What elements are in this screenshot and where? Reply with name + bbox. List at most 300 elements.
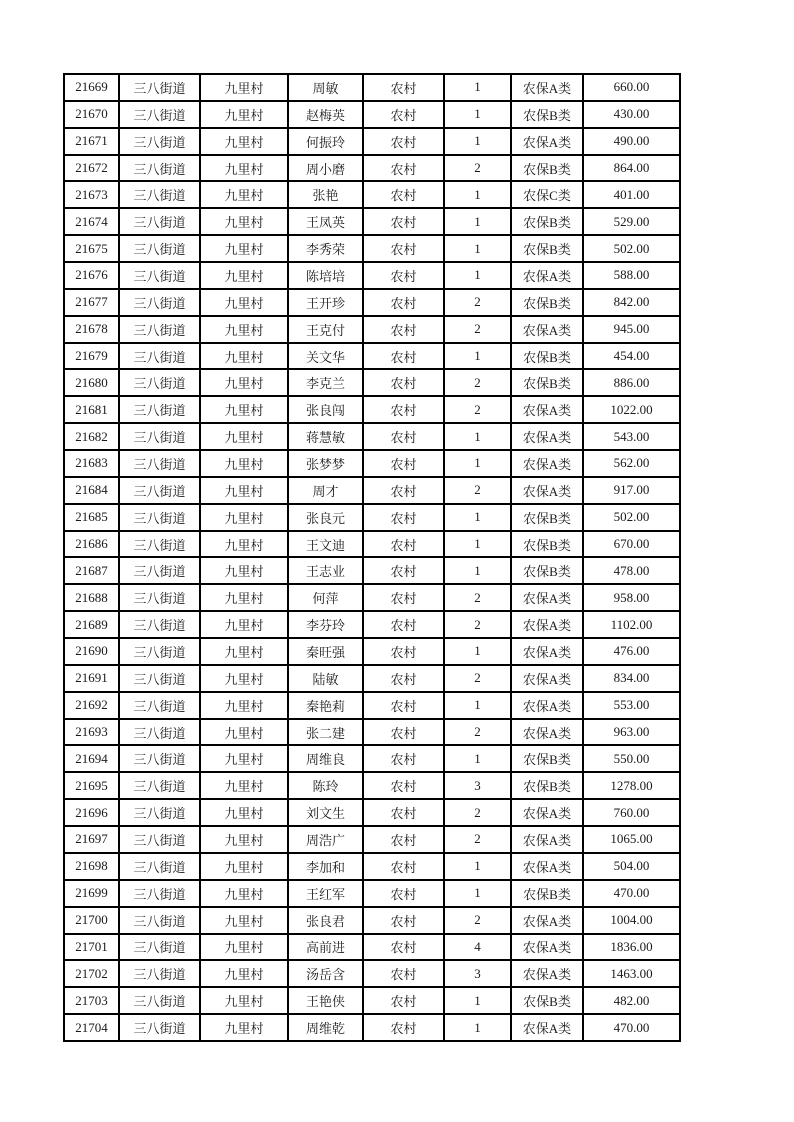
cell-id: 21687 bbox=[64, 557, 119, 584]
cell-street: 三八街道 bbox=[119, 289, 200, 316]
table-row bbox=[64, 719, 680, 746]
cell-street: 三八街道 bbox=[119, 799, 200, 826]
cell-headcount: 4 bbox=[444, 934, 511, 961]
cell-residence: 农村 bbox=[363, 235, 444, 262]
cell-amount: 470.00 bbox=[583, 1014, 680, 1041]
cell-id: 21684 bbox=[64, 477, 119, 504]
cell-residence: 农村 bbox=[363, 692, 444, 719]
cell-residence: 农村 bbox=[363, 799, 444, 826]
cell-street: 三八街道 bbox=[119, 665, 200, 692]
cell-id: 21701 bbox=[64, 934, 119, 961]
cell-headcount: 1 bbox=[444, 692, 511, 719]
cell-village: 九里村 bbox=[200, 128, 288, 155]
table-row bbox=[64, 531, 680, 558]
cell-amount: 1004.00 bbox=[583, 907, 680, 934]
table-row bbox=[64, 611, 680, 638]
cell-amount: 504.00 bbox=[583, 853, 680, 880]
cell-category: 农保A类 bbox=[511, 450, 583, 477]
table-row bbox=[64, 880, 680, 907]
cell-id: 21678 bbox=[64, 316, 119, 343]
table-row bbox=[64, 235, 680, 262]
cell-amount: 562.00 bbox=[583, 450, 680, 477]
cell-village: 九里村 bbox=[200, 557, 288, 584]
cell-category: 农保A类 bbox=[511, 853, 583, 880]
cell-name: 蒋慧敏 bbox=[288, 423, 363, 450]
cell-headcount: 2 bbox=[444, 665, 511, 692]
cell-village: 九里村 bbox=[200, 638, 288, 665]
cell-name: 王志业 bbox=[288, 557, 363, 584]
cell-category: 农保B类 bbox=[511, 880, 583, 907]
cell-category: 农保A类 bbox=[511, 934, 583, 961]
cell-id: 21681 bbox=[64, 396, 119, 423]
cell-id: 21671 bbox=[64, 128, 119, 155]
cell-id: 21703 bbox=[64, 987, 119, 1014]
table-row bbox=[64, 343, 680, 370]
cell-category: 农保A类 bbox=[511, 907, 583, 934]
cell-amount: 430.00 bbox=[583, 101, 680, 128]
cell-street: 三八街道 bbox=[119, 316, 200, 343]
cell-amount: 588.00 bbox=[583, 262, 680, 289]
cell-name: 周维乾 bbox=[288, 1014, 363, 1041]
cell-residence: 农村 bbox=[363, 665, 444, 692]
cell-headcount: 1 bbox=[444, 987, 511, 1014]
cell-street: 三八街道 bbox=[119, 423, 200, 450]
cell-amount: 1463.00 bbox=[583, 960, 680, 987]
cell-name: 张良君 bbox=[288, 907, 363, 934]
cell-street: 三八街道 bbox=[119, 719, 200, 746]
cell-village: 九里村 bbox=[200, 289, 288, 316]
cell-amount: 502.00 bbox=[583, 504, 680, 531]
cell-category: 农保A类 bbox=[511, 316, 583, 343]
cell-category: 农保B类 bbox=[511, 235, 583, 262]
cell-village: 九里村 bbox=[200, 584, 288, 611]
cell-amount: 490.00 bbox=[583, 128, 680, 155]
cell-name: 何振玲 bbox=[288, 128, 363, 155]
cell-headcount: 1 bbox=[444, 181, 511, 208]
cell-street: 三八街道 bbox=[119, 772, 200, 799]
cell-village: 九里村 bbox=[200, 155, 288, 182]
cell-amount: 864.00 bbox=[583, 155, 680, 182]
cell-village: 九里村 bbox=[200, 799, 288, 826]
cell-street: 三八街道 bbox=[119, 101, 200, 128]
cell-headcount: 1 bbox=[444, 638, 511, 665]
table-row bbox=[64, 826, 680, 853]
cell-village: 九里村 bbox=[200, 745, 288, 772]
table-row bbox=[64, 208, 680, 235]
cell-headcount: 1 bbox=[444, 343, 511, 370]
cell-name: 李克兰 bbox=[288, 369, 363, 396]
cell-residence: 农村 bbox=[363, 934, 444, 961]
cell-street: 三八街道 bbox=[119, 987, 200, 1014]
cell-street: 三八街道 bbox=[119, 611, 200, 638]
table-row bbox=[64, 745, 680, 772]
cell-residence: 农村 bbox=[363, 960, 444, 987]
cell-headcount: 2 bbox=[444, 316, 511, 343]
cell-name: 秦艳莉 bbox=[288, 692, 363, 719]
cell-amount: 553.00 bbox=[583, 692, 680, 719]
cell-category: 农保B类 bbox=[511, 987, 583, 1014]
cell-amount: 401.00 bbox=[583, 181, 680, 208]
cell-village: 九里村 bbox=[200, 665, 288, 692]
cell-category: 农保B类 bbox=[511, 208, 583, 235]
cell-headcount: 1 bbox=[444, 74, 511, 101]
cell-residence: 农村 bbox=[363, 101, 444, 128]
cell-village: 九里村 bbox=[200, 987, 288, 1014]
cell-residence: 农村 bbox=[363, 1014, 444, 1041]
cell-residence: 农村 bbox=[363, 853, 444, 880]
cell-id: 21683 bbox=[64, 450, 119, 477]
table-row bbox=[64, 772, 680, 799]
cell-amount: 660.00 bbox=[583, 74, 680, 101]
cell-village: 九里村 bbox=[200, 531, 288, 558]
cell-name: 周小磨 bbox=[288, 155, 363, 182]
cell-id: 21682 bbox=[64, 423, 119, 450]
cell-category: 农保A类 bbox=[511, 665, 583, 692]
cell-street: 三八街道 bbox=[119, 343, 200, 370]
cell-residence: 农村 bbox=[363, 316, 444, 343]
cell-id: 21690 bbox=[64, 638, 119, 665]
cell-street: 三八街道 bbox=[119, 155, 200, 182]
cell-headcount: 3 bbox=[444, 772, 511, 799]
cell-residence: 农村 bbox=[363, 745, 444, 772]
cell-id: 21698 bbox=[64, 853, 119, 880]
cell-village: 九里村 bbox=[200, 423, 288, 450]
cell-village: 九里村 bbox=[200, 504, 288, 531]
cell-id: 21670 bbox=[64, 101, 119, 128]
cell-id: 21695 bbox=[64, 772, 119, 799]
cell-village: 九里村 bbox=[200, 719, 288, 746]
cell-name: 陆敏 bbox=[288, 665, 363, 692]
table-row bbox=[64, 396, 680, 423]
cell-street: 三八街道 bbox=[119, 960, 200, 987]
cell-id: 21692 bbox=[64, 692, 119, 719]
cell-category: 农保B类 bbox=[511, 772, 583, 799]
cell-name: 刘文生 bbox=[288, 799, 363, 826]
cell-street: 三八街道 bbox=[119, 584, 200, 611]
cell-amount: 958.00 bbox=[583, 584, 680, 611]
cell-category: 农保B类 bbox=[511, 504, 583, 531]
table-row bbox=[64, 369, 680, 396]
cell-village: 九里村 bbox=[200, 853, 288, 880]
cell-name: 赵梅英 bbox=[288, 101, 363, 128]
cell-street: 三八街道 bbox=[119, 745, 200, 772]
cell-name: 周敏 bbox=[288, 74, 363, 101]
cell-id: 21700 bbox=[64, 907, 119, 934]
cell-category: 农保B类 bbox=[511, 101, 583, 128]
cell-category: 农保A类 bbox=[511, 826, 583, 853]
cell-category: 农保A类 bbox=[511, 262, 583, 289]
table-row bbox=[64, 934, 680, 961]
cell-street: 三八街道 bbox=[119, 181, 200, 208]
cell-headcount: 1 bbox=[444, 423, 511, 450]
table-row bbox=[64, 181, 680, 208]
cell-id: 21696 bbox=[64, 799, 119, 826]
cell-village: 九里村 bbox=[200, 343, 288, 370]
cell-village: 九里村 bbox=[200, 450, 288, 477]
cell-street: 三八街道 bbox=[119, 369, 200, 396]
table-row bbox=[64, 289, 680, 316]
table-row bbox=[64, 262, 680, 289]
cell-residence: 农村 bbox=[363, 638, 444, 665]
cell-headcount: 2 bbox=[444, 396, 511, 423]
cell-street: 三八街道 bbox=[119, 692, 200, 719]
cell-name: 王开珍 bbox=[288, 289, 363, 316]
table-row bbox=[64, 665, 680, 692]
benefits-table bbox=[63, 73, 681, 1042]
table-row bbox=[64, 423, 680, 450]
table-row bbox=[64, 584, 680, 611]
cell-category: 农保A类 bbox=[511, 423, 583, 450]
cell-village: 九里村 bbox=[200, 907, 288, 934]
cell-name: 高前进 bbox=[288, 934, 363, 961]
cell-amount: 842.00 bbox=[583, 289, 680, 316]
cell-village: 九里村 bbox=[200, 692, 288, 719]
cell-id: 21686 bbox=[64, 531, 119, 558]
cell-category: 农保B类 bbox=[511, 531, 583, 558]
cell-headcount: 2 bbox=[444, 611, 511, 638]
cell-name: 李秀荣 bbox=[288, 235, 363, 262]
cell-amount: 917.00 bbox=[583, 477, 680, 504]
cell-name: 王红军 bbox=[288, 880, 363, 907]
cell-headcount: 1 bbox=[444, 880, 511, 907]
cell-village: 九里村 bbox=[200, 74, 288, 101]
cell-village: 九里村 bbox=[200, 934, 288, 961]
cell-street: 三八街道 bbox=[119, 235, 200, 262]
cell-street: 三八街道 bbox=[119, 934, 200, 961]
cell-headcount: 2 bbox=[444, 155, 511, 182]
cell-village: 九里村 bbox=[200, 477, 288, 504]
table-row bbox=[64, 907, 680, 934]
cell-amount: 760.00 bbox=[583, 799, 680, 826]
cell-name: 陈玲 bbox=[288, 772, 363, 799]
table-row bbox=[64, 853, 680, 880]
cell-id: 21673 bbox=[64, 181, 119, 208]
cell-headcount: 2 bbox=[444, 584, 511, 611]
cell-amount: 543.00 bbox=[583, 423, 680, 450]
cell-category: 农保C类 bbox=[511, 181, 583, 208]
cell-village: 九里村 bbox=[200, 235, 288, 262]
cell-street: 三八街道 bbox=[119, 208, 200, 235]
cell-residence: 农村 bbox=[363, 289, 444, 316]
cell-residence: 农村 bbox=[363, 907, 444, 934]
cell-category: 农保A类 bbox=[511, 799, 583, 826]
cell-amount: 470.00 bbox=[583, 880, 680, 907]
cell-village: 九里村 bbox=[200, 262, 288, 289]
cell-headcount: 1 bbox=[444, 531, 511, 558]
cell-street: 三八街道 bbox=[119, 826, 200, 853]
table-row bbox=[64, 74, 680, 101]
cell-residence: 农村 bbox=[363, 128, 444, 155]
cell-village: 九里村 bbox=[200, 101, 288, 128]
cell-name: 张艳 bbox=[288, 181, 363, 208]
cell-id: 21704 bbox=[64, 1014, 119, 1041]
cell-headcount: 2 bbox=[444, 289, 511, 316]
cell-headcount: 1 bbox=[444, 853, 511, 880]
cell-id: 21697 bbox=[64, 826, 119, 853]
cell-street: 三八街道 bbox=[119, 557, 200, 584]
cell-id: 21676 bbox=[64, 262, 119, 289]
cell-street: 三八街道 bbox=[119, 880, 200, 907]
cell-amount: 670.00 bbox=[583, 531, 680, 558]
cell-name: 张二建 bbox=[288, 719, 363, 746]
cell-headcount: 3 bbox=[444, 960, 511, 987]
cell-street: 三八街道 bbox=[119, 531, 200, 558]
cell-residence: 农村 bbox=[363, 584, 444, 611]
cell-category: 农保A类 bbox=[511, 960, 583, 987]
table-row bbox=[64, 477, 680, 504]
table-row bbox=[64, 960, 680, 987]
cell-residence: 农村 bbox=[363, 396, 444, 423]
table-row bbox=[64, 316, 680, 343]
cell-name: 李加和 bbox=[288, 853, 363, 880]
cell-id: 21693 bbox=[64, 719, 119, 746]
cell-name: 王克付 bbox=[288, 316, 363, 343]
cell-residence: 农村 bbox=[363, 369, 444, 396]
cell-amount: 1278.00 bbox=[583, 772, 680, 799]
table-row bbox=[64, 557, 680, 584]
cell-residence: 农村 bbox=[363, 74, 444, 101]
cell-name: 王艳侠 bbox=[288, 987, 363, 1014]
cell-category: 农保B类 bbox=[511, 745, 583, 772]
cell-headcount: 2 bbox=[444, 799, 511, 826]
cell-residence: 农村 bbox=[363, 343, 444, 370]
table-row bbox=[64, 1014, 680, 1041]
cell-id: 21679 bbox=[64, 343, 119, 370]
table-row bbox=[64, 638, 680, 665]
table-row bbox=[64, 155, 680, 182]
cell-name: 周维良 bbox=[288, 745, 363, 772]
cell-category: 农保A类 bbox=[511, 477, 583, 504]
cell-street: 三八街道 bbox=[119, 1014, 200, 1041]
cell-street: 三八街道 bbox=[119, 262, 200, 289]
cell-street: 三八街道 bbox=[119, 450, 200, 477]
cell-amount: 482.00 bbox=[583, 987, 680, 1014]
cell-amount: 1836.00 bbox=[583, 934, 680, 961]
cell-residence: 农村 bbox=[363, 557, 444, 584]
cell-category: 农保B类 bbox=[511, 289, 583, 316]
cell-name: 周浩广 bbox=[288, 826, 363, 853]
cell-name: 张良元 bbox=[288, 504, 363, 531]
cell-street: 三八街道 bbox=[119, 477, 200, 504]
cell-name: 秦旺强 bbox=[288, 638, 363, 665]
cell-amount: 1102.00 bbox=[583, 611, 680, 638]
cell-amount: 945.00 bbox=[583, 316, 680, 343]
cell-name: 关文华 bbox=[288, 343, 363, 370]
cell-id: 21702 bbox=[64, 960, 119, 987]
cell-village: 九里村 bbox=[200, 611, 288, 638]
cell-amount: 478.00 bbox=[583, 557, 680, 584]
table-row bbox=[64, 504, 680, 531]
cell-residence: 农村 bbox=[363, 181, 444, 208]
cell-headcount: 1 bbox=[444, 504, 511, 531]
cell-headcount: 2 bbox=[444, 826, 511, 853]
cell-headcount: 1 bbox=[444, 450, 511, 477]
cell-name: 张良闯 bbox=[288, 396, 363, 423]
cell-id: 21677 bbox=[64, 289, 119, 316]
table-row bbox=[64, 450, 680, 477]
cell-headcount: 1 bbox=[444, 101, 511, 128]
cell-category: 农保A类 bbox=[511, 638, 583, 665]
cell-headcount: 2 bbox=[444, 719, 511, 746]
cell-category: 农保A类 bbox=[511, 128, 583, 155]
cell-headcount: 1 bbox=[444, 208, 511, 235]
cell-id: 21691 bbox=[64, 665, 119, 692]
cell-headcount: 1 bbox=[444, 745, 511, 772]
cell-headcount: 1 bbox=[444, 557, 511, 584]
cell-residence: 农村 bbox=[363, 880, 444, 907]
cell-village: 九里村 bbox=[200, 960, 288, 987]
cell-id: 21694 bbox=[64, 745, 119, 772]
cell-village: 九里村 bbox=[200, 316, 288, 343]
cell-amount: 834.00 bbox=[583, 665, 680, 692]
cell-name: 周才 bbox=[288, 477, 363, 504]
cell-headcount: 1 bbox=[444, 262, 511, 289]
cell-category: 农保B类 bbox=[511, 155, 583, 182]
cell-category: 农保B类 bbox=[511, 343, 583, 370]
cell-headcount: 1 bbox=[444, 128, 511, 155]
cell-headcount: 1 bbox=[444, 235, 511, 262]
cell-headcount: 1 bbox=[444, 1014, 511, 1041]
cell-residence: 农村 bbox=[363, 208, 444, 235]
cell-headcount: 2 bbox=[444, 477, 511, 504]
cell-amount: 476.00 bbox=[583, 638, 680, 665]
cell-id: 21669 bbox=[64, 74, 119, 101]
cell-category: 农保A类 bbox=[511, 584, 583, 611]
cell-category: 农保A类 bbox=[511, 719, 583, 746]
cell-village: 九里村 bbox=[200, 826, 288, 853]
cell-village: 九里村 bbox=[200, 880, 288, 907]
cell-residence: 农村 bbox=[363, 987, 444, 1014]
cell-amount: 529.00 bbox=[583, 208, 680, 235]
table-body bbox=[64, 74, 680, 1041]
cell-id: 21672 bbox=[64, 155, 119, 182]
table-row bbox=[64, 987, 680, 1014]
cell-residence: 农村 bbox=[363, 262, 444, 289]
cell-residence: 农村 bbox=[363, 611, 444, 638]
cell-village: 九里村 bbox=[200, 396, 288, 423]
cell-id: 21689 bbox=[64, 611, 119, 638]
cell-id: 21685 bbox=[64, 504, 119, 531]
cell-street: 三八街道 bbox=[119, 128, 200, 155]
cell-street: 三八街道 bbox=[119, 396, 200, 423]
cell-amount: 1022.00 bbox=[583, 396, 680, 423]
cell-category: 农保A类 bbox=[511, 74, 583, 101]
cell-residence: 农村 bbox=[363, 423, 444, 450]
cell-category: 农保A类 bbox=[511, 692, 583, 719]
cell-category: 农保A类 bbox=[511, 1014, 583, 1041]
cell-street: 三八街道 bbox=[119, 504, 200, 531]
cell-id: 21699 bbox=[64, 880, 119, 907]
cell-village: 九里村 bbox=[200, 181, 288, 208]
cell-amount: 454.00 bbox=[583, 343, 680, 370]
cell-category: 农保A类 bbox=[511, 611, 583, 638]
cell-village: 九里村 bbox=[200, 208, 288, 235]
cell-residence: 农村 bbox=[363, 504, 444, 531]
cell-name: 张梦梦 bbox=[288, 450, 363, 477]
cell-id: 21675 bbox=[64, 235, 119, 262]
cell-residence: 农村 bbox=[363, 531, 444, 558]
cell-category: 农保B类 bbox=[511, 369, 583, 396]
cell-amount: 502.00 bbox=[583, 235, 680, 262]
cell-residence: 农村 bbox=[363, 719, 444, 746]
cell-residence: 农村 bbox=[363, 450, 444, 477]
cell-name: 陈培培 bbox=[288, 262, 363, 289]
table-row bbox=[64, 799, 680, 826]
cell-headcount: 2 bbox=[444, 907, 511, 934]
cell-name: 何萍 bbox=[288, 584, 363, 611]
cell-street: 三八街道 bbox=[119, 638, 200, 665]
cell-residence: 农村 bbox=[363, 155, 444, 182]
